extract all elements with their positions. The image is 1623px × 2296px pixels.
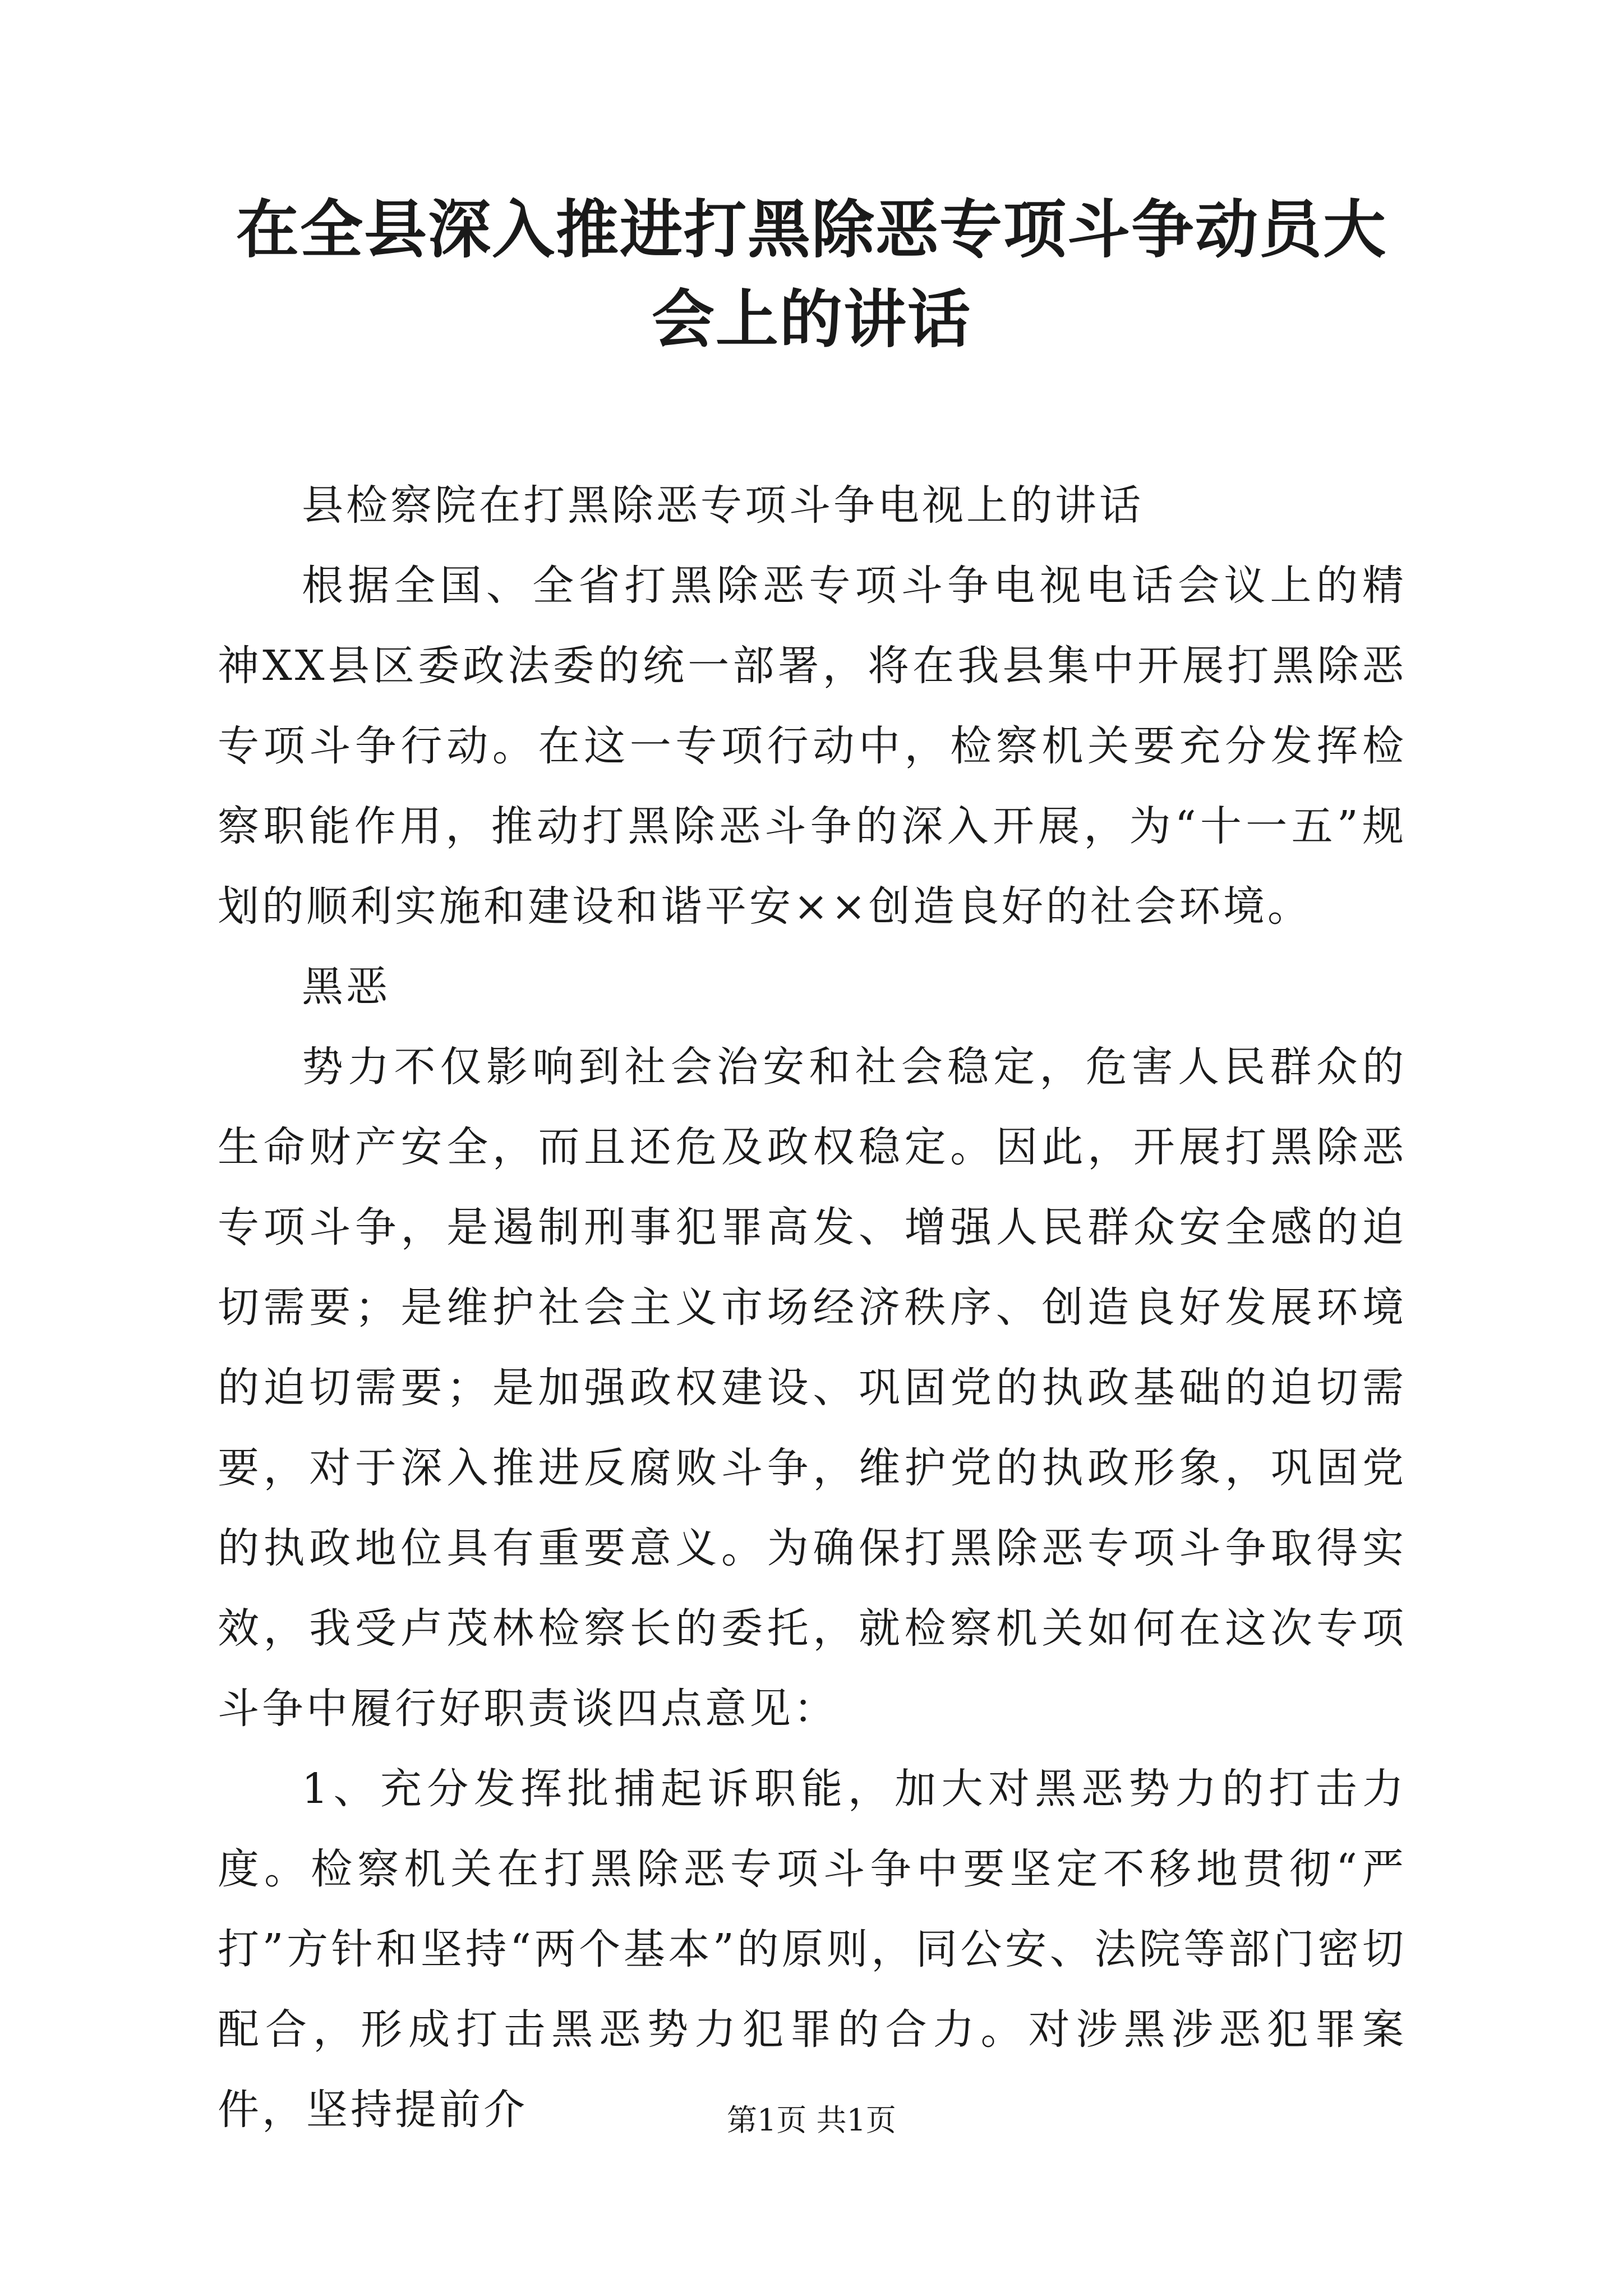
document-body xyxy=(218,466,1407,2150)
paragraph: 势力不仅影响到社会治安和社会稳定，危害人民群众的生命财产安全，而且还危及政权稳定。因此，开展打黑除恶专项斗争，是遏制刑事犯罪高发、增强人民群众安全感的迫切需要；是维护社会主义市场经济秩序、创造良好发展环境的迫切需要；是加强政权建设、巩固党的执政基础的迫切需要，对于深入推进反腐败斗争，维护党的执政形象，巩固党的执政地位具有重要意义。为确保打黑除恶专项斗争取得实效，我受卢茂林检察长的委托，就检察机关如何在这次专项斗争中履行好职责谈四点意见： xyxy=(218,1043,1407,1733)
paragraph: 县检察院在打黑除恶专项斗争电视上的讲话 xyxy=(302,481,1144,530)
paragraph: 黑恶 xyxy=(302,963,390,1011)
document-title: 在全县深入推进打黑除恶专项斗争动员大会上的讲话 xyxy=(236,193,1387,356)
paragraph: 根据全国、全省打黑除恶专项斗争电视电话会议上的精神XX县区委政法委的统一部署，将在我县集中开展打黑除恶专项斗争行动。在这一专项行动中，检察机关要充分发挥检察职能作用，推动打黑除恶斗争的深入开展，为“十一五”规划的顺利实施和建设和谐平安××创造良好的社会环境。 xyxy=(218,562,1407,931)
page-footer: 第1页 共1页 xyxy=(727,2102,896,2138)
paragraph: 1、充分发挥批捕起诉职能，加大对黑恶势力的打击力度。检察机关在打黑除恶专项斗争中要坚定不移地贯彻“严打”方针和坚持“两个基本”的原则，同公安、法院等部门密切配合，形成打击黑恶势力犯罪的合力。对涉黑涉恶犯罪案件，坚持提前介 xyxy=(218,1765,1407,2134)
